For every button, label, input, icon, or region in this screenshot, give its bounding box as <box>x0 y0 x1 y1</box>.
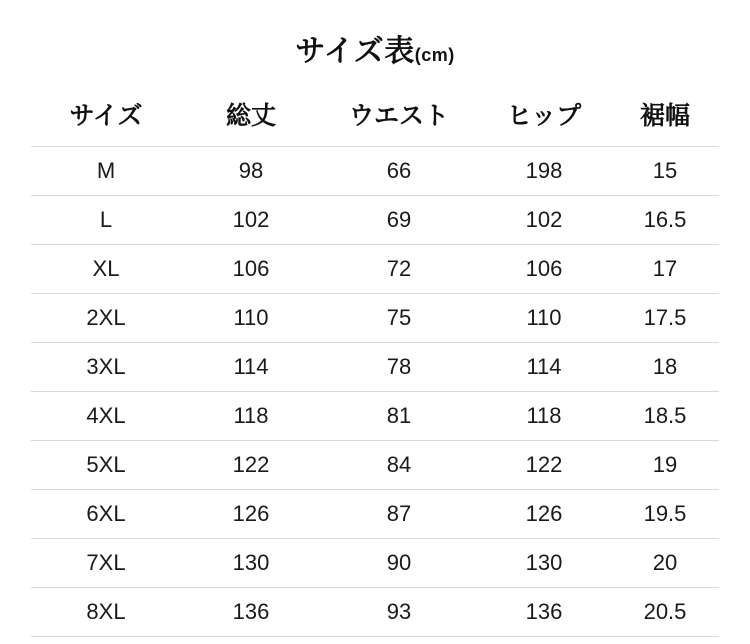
cell-waist: 87 <box>321 490 477 539</box>
table-row <box>31 294 719 343</box>
cell-size: 3XL <box>31 343 181 392</box>
size-table <box>31 90 719 637</box>
cell-waist: 72 <box>321 245 477 294</box>
table-row <box>31 196 719 245</box>
cell-size: M <box>31 147 181 196</box>
cell-hem-width: 19 <box>611 441 719 490</box>
cell-waist: 69 <box>321 196 477 245</box>
cell-size: XL <box>31 245 181 294</box>
cell-hip: 126 <box>477 490 611 539</box>
page-title-unit: (cm) <box>414 45 455 65</box>
column-header-size: サイズ <box>69 102 143 130</box>
cell-total-length: 126 <box>181 490 321 539</box>
column-header-total-length: 総丈 <box>225 102 276 130</box>
cell-total-length: 102 <box>181 196 321 245</box>
cell-hip: 130 <box>477 539 611 588</box>
table-row <box>31 441 719 490</box>
cell-hem-width: 18 <box>611 343 719 392</box>
table-row <box>31 392 719 441</box>
table-row <box>31 245 719 294</box>
cell-total-length: 122 <box>181 441 321 490</box>
cell-waist: 75 <box>321 294 477 343</box>
cell-hem-width: 19.5 <box>611 490 719 539</box>
cell-total-length: 98 <box>181 147 321 196</box>
column-header-hem-width: 裾幅 <box>639 102 690 130</box>
cell-hip: 102 <box>477 196 611 245</box>
cell-total-length: 130 <box>181 539 321 588</box>
size-table-body <box>31 147 719 637</box>
cell-size: L <box>31 196 181 245</box>
cell-waist: 90 <box>321 539 477 588</box>
table-row <box>31 147 719 196</box>
cell-hip: 122 <box>477 441 611 490</box>
cell-total-length: 114 <box>181 343 321 392</box>
cell-hem-width: 20.5 <box>611 588 719 637</box>
cell-size: 8XL <box>31 588 181 637</box>
table-row <box>31 588 719 637</box>
cell-hem-width: 15 <box>611 147 719 196</box>
table-row <box>31 343 719 392</box>
page-title <box>0 0 750 72</box>
cell-hip: 136 <box>477 588 611 637</box>
cell-hip: 110 <box>477 294 611 343</box>
cell-hip: 106 <box>477 245 611 294</box>
cell-waist: 81 <box>321 392 477 441</box>
cell-waist: 78 <box>321 343 477 392</box>
table-row <box>31 539 719 588</box>
cell-hem-width: 17.5 <box>611 294 719 343</box>
cell-hip: 118 <box>477 392 611 441</box>
column-header-hip: ヒップ <box>506 102 582 130</box>
cell-hip: 114 <box>477 343 611 392</box>
cell-waist: 93 <box>321 588 477 637</box>
cell-size: 4XL <box>31 392 181 441</box>
cell-total-length: 110 <box>181 294 321 343</box>
cell-waist: 66 <box>321 147 477 196</box>
cell-hem-width: 16.5 <box>611 196 719 245</box>
cell-waist: 84 <box>321 441 477 490</box>
cell-hem-width: 17 <box>611 245 719 294</box>
cell-hem-width: 18.5 <box>611 392 719 441</box>
cell-hem-width: 20 <box>611 539 719 588</box>
page-title-text: サイズ表 <box>295 35 415 68</box>
cell-hip: 198 <box>477 147 611 196</box>
cell-size: 6XL <box>31 490 181 539</box>
cell-size: 2XL <box>31 294 181 343</box>
cell-size: 5XL <box>31 441 181 490</box>
size-table-head <box>31 90 719 147</box>
cell-total-length: 118 <box>181 392 321 441</box>
table-header-row <box>31 90 719 147</box>
cell-total-length: 106 <box>181 245 321 294</box>
cell-total-length: 136 <box>181 588 321 637</box>
column-header-waist: ウエスト <box>348 102 449 130</box>
table-row <box>31 490 719 539</box>
cell-size: 7XL <box>31 539 181 588</box>
